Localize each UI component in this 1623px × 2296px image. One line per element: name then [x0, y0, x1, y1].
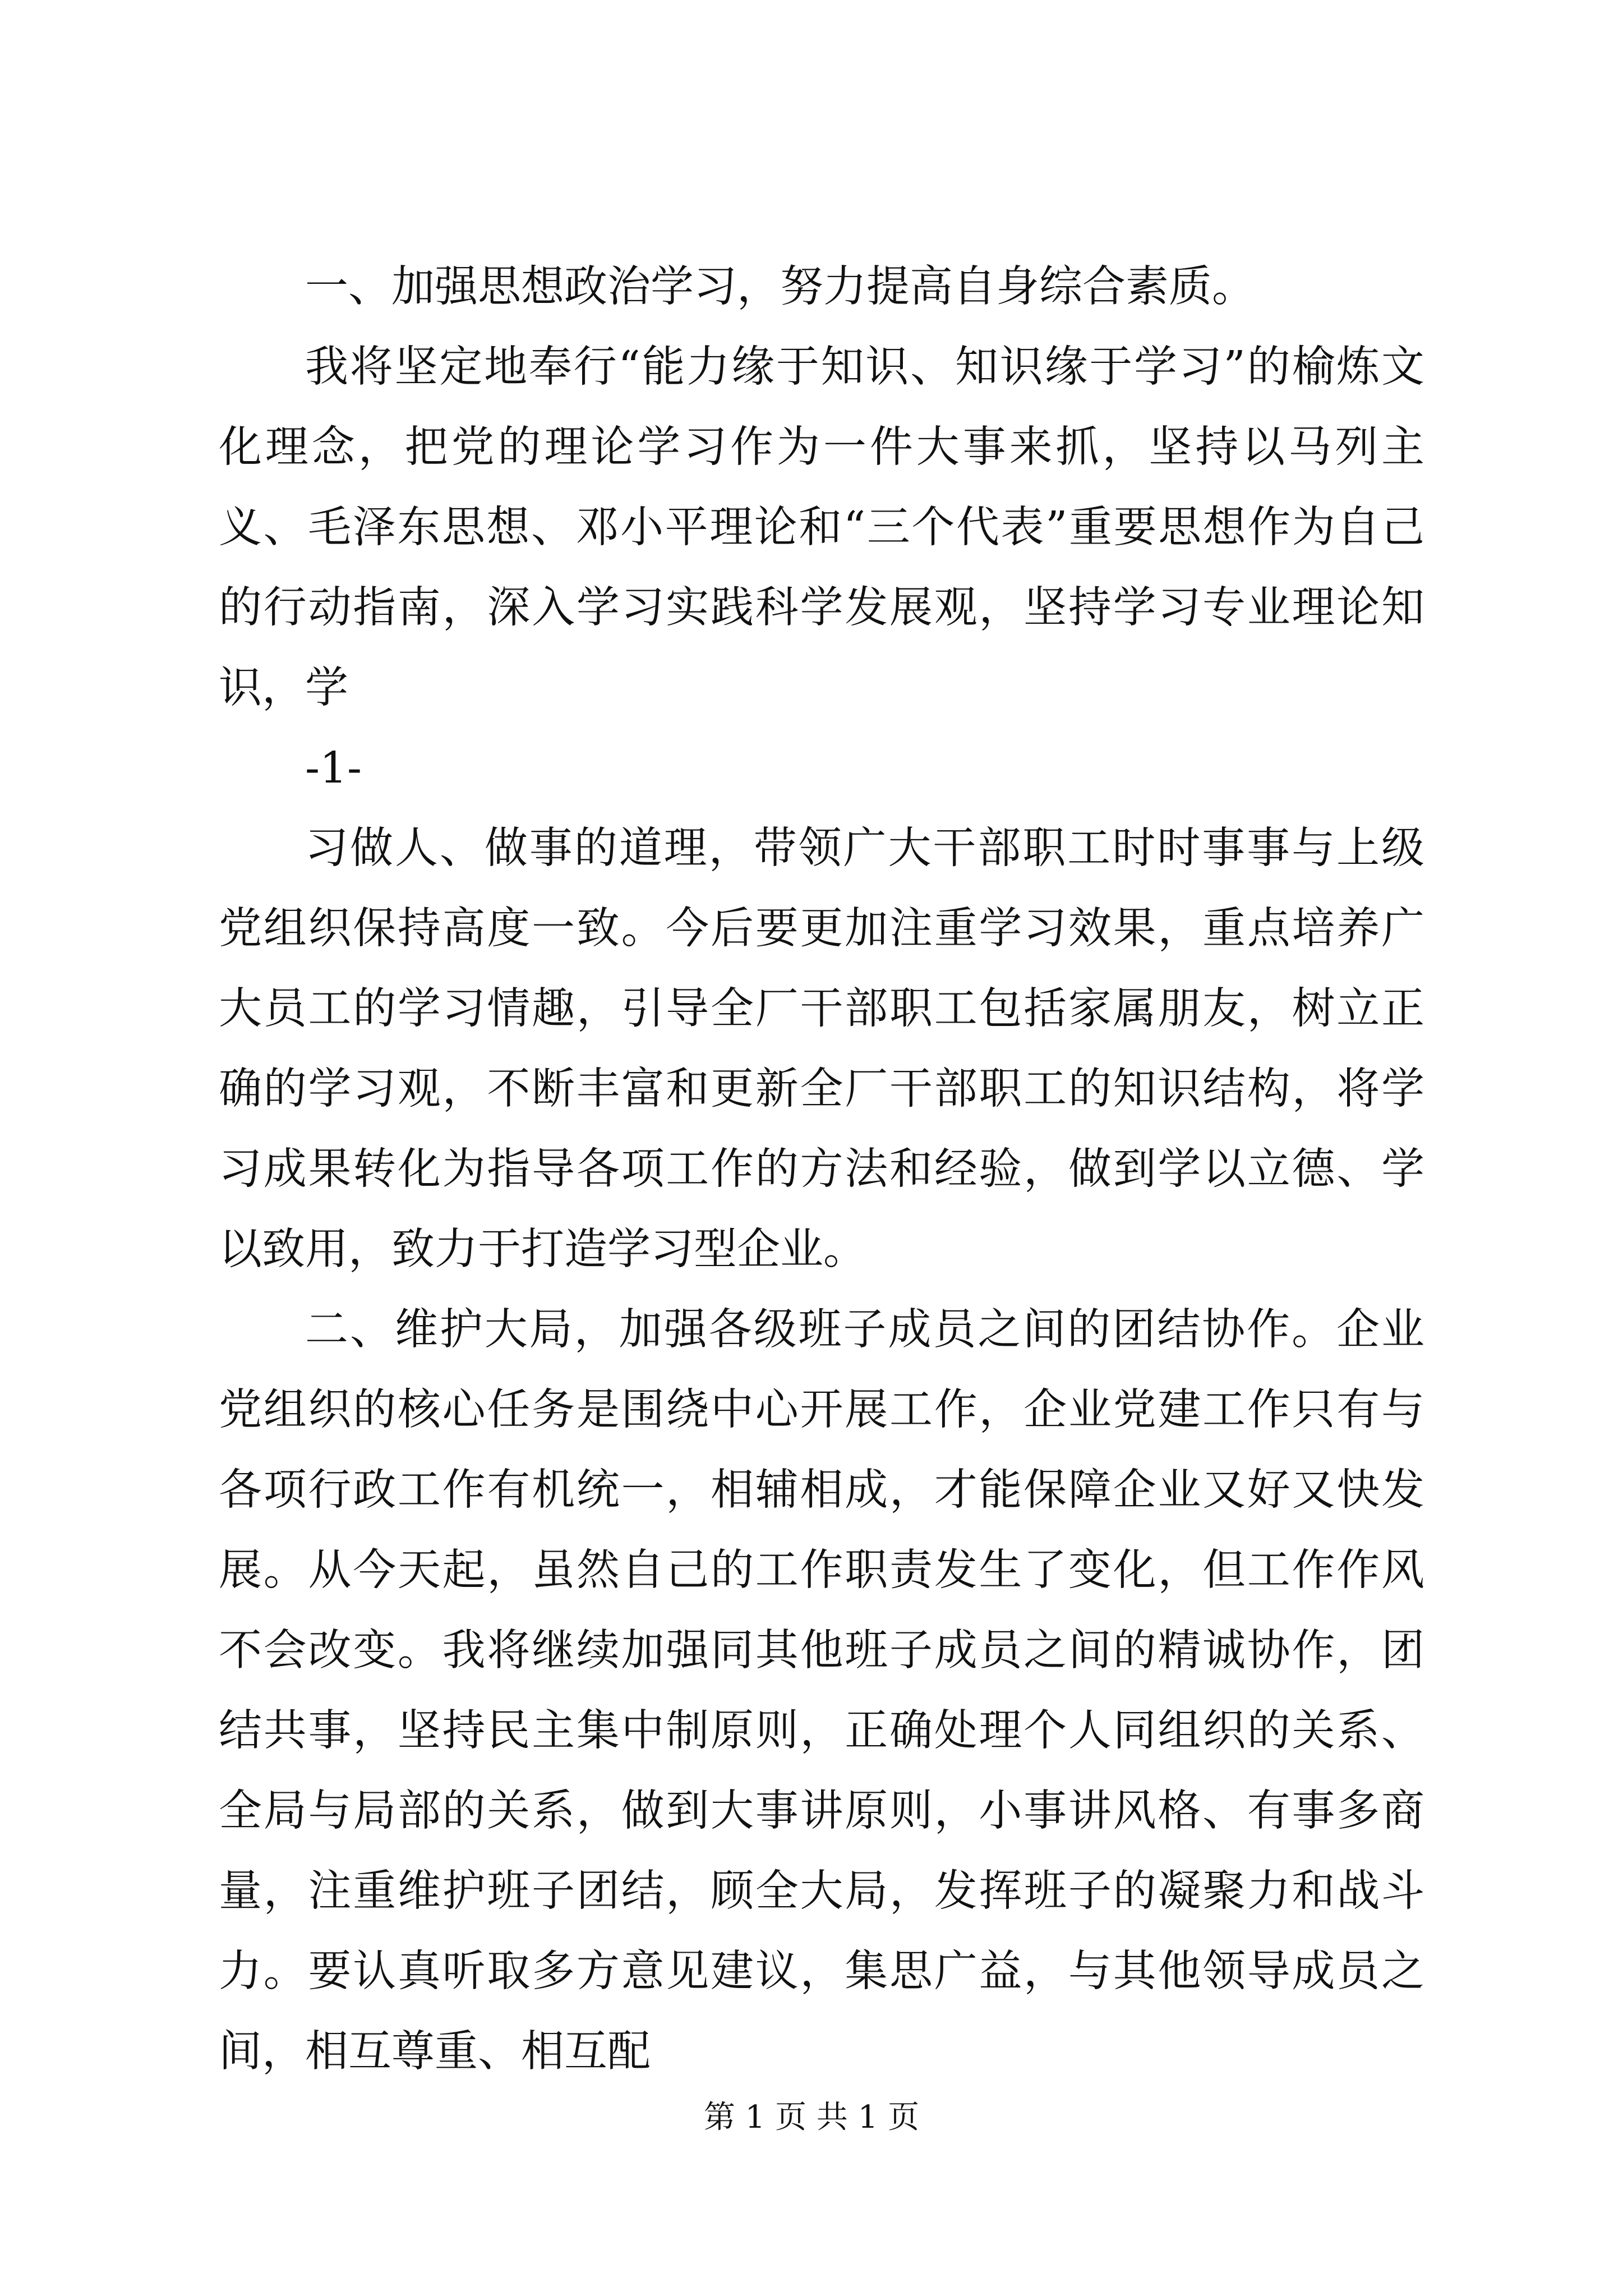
- paragraph-heading-1: 一、加强思想政治学习，努力提高自身综合素质。: [305, 262, 1255, 312]
- paragraph-study-continued: 习做人、做事的道理，带领广大干部职工时时事事与上级党组织保持高度一致。今后要更加注重学习效果，重点培养广大员工的学习情趣，引导全厂干部职工包括家属朋友，树立正确的学习观，不断丰富和更新全厂干部职工的知识结构，将学习成果转化为指导各项工作的方法和经验，做到学以立德、学以致用，致力于打造学习型企业。: [219, 823, 1424, 1274]
- paragraph-study: 我将坚定地奉行“能力缘于知识、知识缘于学习”的榆炼文化理念，把党的理论学习作为一件大事来抓，坚持以马列主义、毛泽东思想、邓小平理论和“三个代表”重要思想作为自己的行动指南，深入学习实践科学发展观，坚持学习专业理论知识，学: [219, 342, 1424, 713]
- page-footer: 第 1 页 共 1 页: [703, 2099, 920, 2136]
- document-body: [219, 247, 1424, 2092]
- paragraph-heading-2-unity: 二、维护大局，加强各级班子成员之间的团结协作。企业党组织的核心任务是围绕中心开展工作，企业党建工作只有与各项行政工作有机统一，相辅相成，才能保障企业又好又快发展。从今天起，虽然自己的工作职责发生了变化，但工作作风不会改变。我将继续加强同其他班子成员之间的精诚协作，团结共事，坚持民主集中制原则，正确处理个人同组织的关系、全局与局部的关系，做到大事讲原则，小事讲风格、有事多商量，注重维护班子团结，顾全大局，发挥班子的凝聚力和战斗力。要认真听取多方意见建议，集思广益，与其他领导成员之间，相互尊重、相互配: [219, 1305, 1424, 2077]
- inline-page-number: -1-: [305, 743, 362, 793]
